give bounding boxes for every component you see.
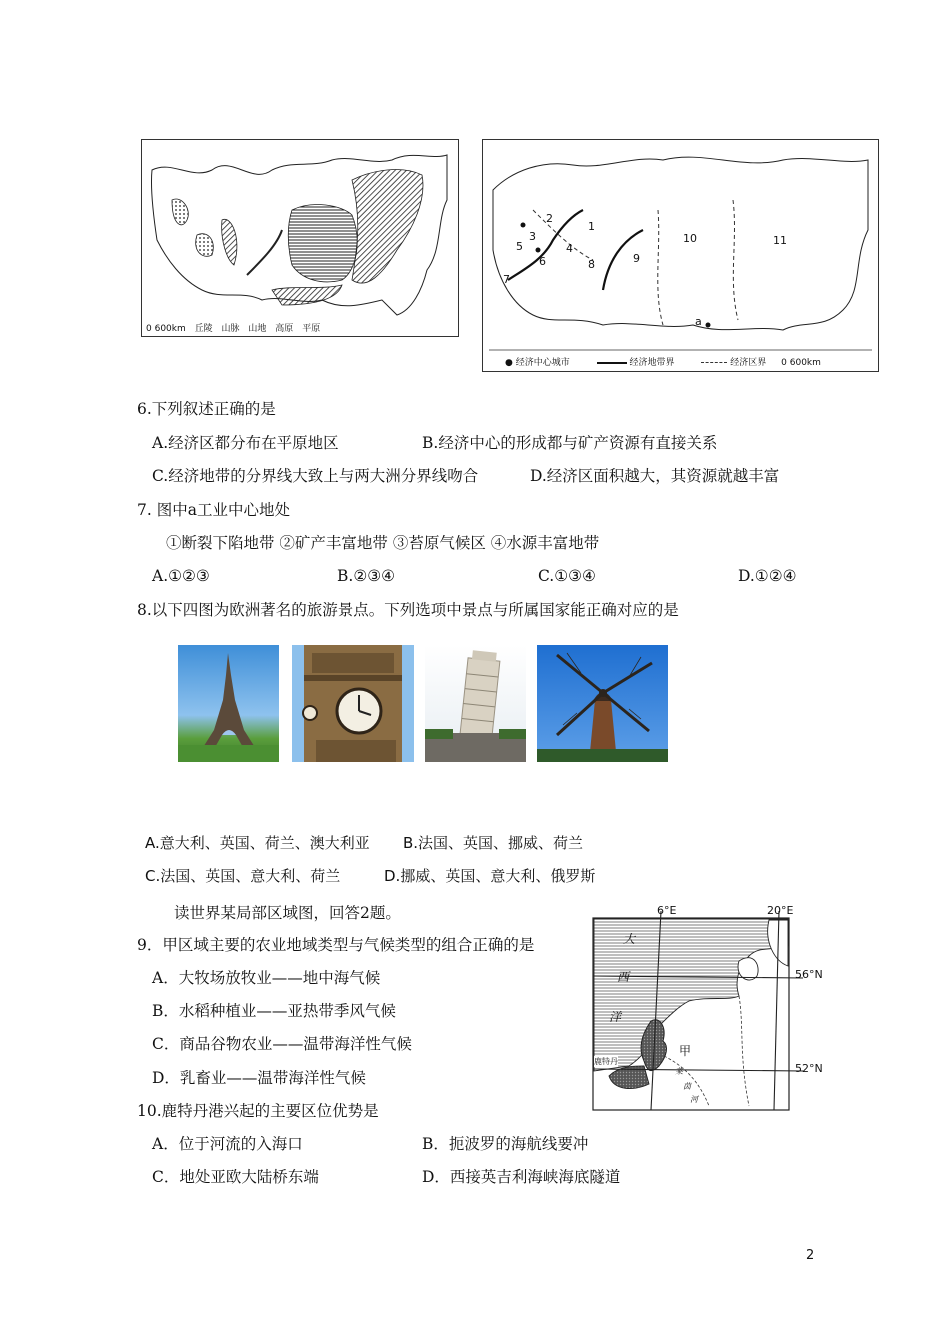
q7-option-c: C.①③④	[538, 567, 596, 585]
legend-mountain-range: 山脉	[221, 324, 240, 334]
q7-option-b: B.②③④	[337, 567, 396, 585]
q6-option-b: B.经济中心的形成都与矿产资源有直接关系	[422, 434, 718, 452]
page-number: 2	[806, 1248, 815, 1263]
q10-option-a: A．位于河流的入海口	[152, 1135, 303, 1153]
legend-plateau: 高原	[275, 324, 294, 334]
dashed-line-icon	[701, 362, 727, 363]
region-label-1: 1	[588, 220, 595, 233]
legend-economic-region-border: 经济区界	[730, 358, 767, 368]
region-label-2: 2	[546, 212, 553, 225]
economic-map-legend	[505, 355, 821, 368]
intro-text: 读世界某局部区域图，回答2题。	[174, 904, 401, 922]
thick-line-icon	[597, 362, 627, 364]
region-label-7: 7	[503, 273, 510, 286]
legend-plain: 平原	[302, 324, 321, 334]
legend-economic-center: 经济中心城市	[515, 358, 570, 368]
q9-option-a: A．大牧场放牧业——地中海气候	[152, 969, 381, 987]
q9-option-c: C．商品谷物农业——温带海洋性气候	[152, 1035, 412, 1053]
big-ben-photo	[292, 645, 414, 762]
q6-option-d: D.经济区面积越大，其资源就越丰富	[530, 467, 780, 485]
big-ben-icon	[292, 645, 414, 762]
netherlands-region-map	[589, 906, 834, 1112]
q6-option-c: C.经济地带的分界线大致上与两大洲分界线吻合	[152, 467, 479, 485]
region-label-11: 11	[773, 234, 787, 247]
scale-label: 0 600km	[146, 324, 186, 334]
q6-stem: 6.下列叙述正确的是	[137, 400, 276, 418]
windmill-photo	[537, 645, 668, 762]
q10-option-c: C．地处亚欧大陆桥东端	[152, 1168, 319, 1186]
q6-option-a: A.经济区都分布在平原地区	[152, 434, 339, 452]
q8-option-a: A.意大利、英国、荷兰、澳大利亚	[145, 834, 370, 852]
legend-mountains: 山地	[248, 324, 267, 334]
q9-option-b: B．水稻种植业——亚热带季风气候	[152, 1002, 396, 1020]
region-label-8: 8	[588, 258, 595, 271]
rotterdam-label: 鹿特丹	[594, 1057, 618, 1066]
q9-option-d: D．乳畜业——温带海洋性气候	[152, 1069, 366, 1087]
russia-economic-map	[482, 139, 879, 372]
eiffel-tower-photo	[178, 645, 279, 762]
longitude-6e: 6°E	[657, 904, 677, 917]
q7-option-d: D.①②④	[738, 567, 797, 585]
region-label-6: 6	[539, 255, 546, 268]
q8-option-b: B.法国、英国、挪威、荷兰	[403, 834, 584, 852]
legend-economic-zone-border: 经济地带界	[629, 358, 675, 368]
ocean-label-2: 西	[617, 970, 630, 984]
region-label-3: 3	[529, 230, 536, 243]
rhine-label-1: 莱	[675, 1067, 683, 1076]
region-label-9: 9	[633, 252, 640, 265]
scale-label: 0 600km	[781, 358, 821, 368]
latitude-56n: 56°N	[795, 968, 823, 981]
region-label-10: 10	[683, 232, 697, 245]
russia-terrain-map	[141, 139, 459, 337]
q8-option-c: C.法国、英国、意大利、荷兰	[145, 867, 341, 885]
q9-stem: 9．甲区域主要的农业地域类型与气候类型的组合正确的是	[137, 936, 535, 954]
ocean-label-3: 洋	[609, 1010, 622, 1024]
leaning-tower-icon	[425, 645, 526, 762]
terrain-map-legend	[146, 321, 320, 334]
q10-stem: 10.鹿特丹港兴起的主要区位优势是	[137, 1102, 379, 1120]
q8-option-d: D.挪威、英国、意大利、俄罗斯	[384, 867, 596, 885]
eiffel-tower-icon	[178, 645, 279, 762]
q7-items: ①断裂下陷地带 ②矿产丰富地带 ③苔原气候区 ④水源丰富地带	[166, 534, 600, 552]
ocean-label-1: 大	[623, 932, 636, 946]
place-jia-label: 甲	[679, 1044, 692, 1058]
q7-stem: 7. 图中a工业中心地处	[137, 501, 290, 519]
latitude-52n: 52°N	[795, 1062, 823, 1075]
region-label-4: 4	[566, 242, 573, 255]
q10-option-d: D．西接英吉利海峡海底隧道	[422, 1168, 621, 1186]
q8-stem: 8.以下四图为欧洲著名的旅游景点。下列选项中景点与所属国家能正确对应的是	[137, 601, 679, 619]
pisa-tower-photo	[425, 645, 526, 762]
longitude-20e: 20°E	[767, 904, 794, 917]
region-label-5: 5	[516, 240, 523, 253]
q10-option-b: B．扼波罗的海航线要冲	[422, 1135, 589, 1153]
windmill-icon	[537, 645, 668, 762]
q7-option-a: A.①②③	[152, 567, 210, 585]
russia-terrain-drawing	[142, 140, 458, 336]
rhine-label-3: 河	[690, 1095, 698, 1104]
dot-icon: ●	[505, 358, 513, 368]
city-label-a: a	[695, 315, 702, 328]
rhine-label-2: 茵	[683, 1082, 691, 1091]
legend-hills: 丘陵	[194, 324, 213, 334]
